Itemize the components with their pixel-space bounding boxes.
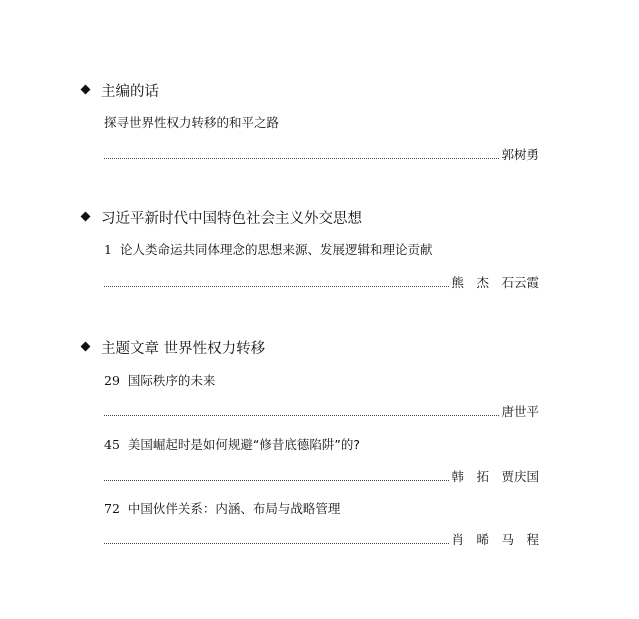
toc-entry-leader [104,468,539,486]
toc-entry-page: 72 [104,501,120,516]
section-title-text: 主题文章 世界性权力转移 [101,341,266,357]
toc-entry-leader [104,531,539,549]
leader-dots [104,415,499,416]
section-title [82,339,265,359]
section-title-text: 习近平新时代中国特色社会主义外交思想 [101,211,362,227]
toc-entry-title [104,500,340,518]
toc-entry-title [104,114,279,132]
section-title [82,82,159,102]
toc-entry-title [104,372,215,390]
toc-entry-title-text: 美国崛起时是如何规避“修昔底德陷阱”的? [127,437,360,452]
toc-entry-page: 29 [104,373,120,388]
leader-dots [104,286,449,287]
section-title-text: 主编的话 [101,84,159,100]
diamond-bullet-icon [81,85,91,95]
toc-entry-page: 1 [104,242,112,257]
toc-entry-author: 肖 晞 马 程 [451,532,539,547]
leader-dots [104,480,449,481]
diamond-bullet-icon [81,212,91,222]
leader-dots [104,158,499,159]
toc-entry-leader [104,274,539,292]
toc-entry-author: 熊 杰 石云霞 [451,275,539,290]
toc-entry-title-text: 论人类命运共同体理念的思想来源、发展逻辑和理论贡献 [119,242,433,257]
toc-entry-title [104,436,360,454]
toc-entry-leader [104,146,539,164]
toc-entry-page: 45 [104,437,120,452]
toc-entry-title-text: 中国伙伴关系：内涵、布局与战略管理 [127,501,341,516]
toc-entry-title-text: 国际秩序的未来 [127,373,216,388]
section-title [82,209,362,229]
toc-entry-title-text: 探寻世界性权力转移的和平之路 [104,115,280,130]
diamond-bullet-icon [81,342,91,352]
toc-entry-author: 唐世平 [501,404,539,419]
toc-entry-author: 韩 拓 贾庆国 [451,469,539,484]
toc-entry-author: 郭树勇 [501,147,539,162]
toc-entry-leader [104,403,539,421]
toc-entry-title [104,241,432,259]
leader-dots [104,543,449,544]
